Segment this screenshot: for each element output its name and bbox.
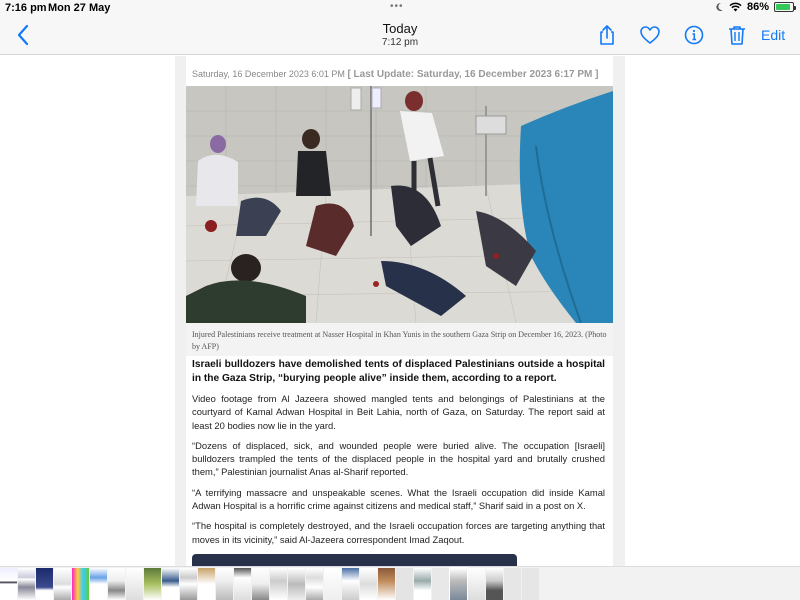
page-subtitle: 7:12 pm — [381, 37, 419, 48]
thumbnail[interactable] — [288, 568, 305, 600]
thumbnail[interactable] — [180, 568, 197, 600]
edit-button[interactable]: Edit — [761, 27, 786, 43]
battery-percent: 86% — [746, 1, 769, 13]
thumbnail[interactable] — [126, 568, 143, 600]
last-update: [ Last Update: Saturday, 16 December 2023 6:17 PM ] — [347, 69, 599, 80]
thumbnail[interactable] — [144, 568, 161, 600]
thumbnail[interactable] — [108, 568, 125, 600]
wifi-icon — [729, 2, 742, 12]
thumbnail[interactable] — [504, 568, 521, 600]
thumbnail[interactable] — [468, 568, 485, 600]
info-icon[interactable] — [682, 23, 706, 47]
thumbnail[interactable] — [72, 568, 89, 600]
thumbnail[interactable] — [18, 568, 35, 600]
status-time: 7:16 pm — [5, 2, 47, 14]
battery-icon — [774, 2, 794, 12]
photo-toolbar — [0, 16, 800, 55]
page-title: Today — [382, 21, 418, 36]
thumbnail[interactable] — [396, 568, 413, 600]
status-date: Mon 27 May — [48, 2, 111, 14]
thumbnail[interactable] — [306, 568, 323, 600]
thumbnail[interactable] — [216, 568, 233, 600]
do-not-disturb-icon — [715, 2, 724, 12]
hospital-scene-illustration — [186, 86, 613, 323]
status-bar — [0, 0, 800, 16]
thumbnail[interactable] — [378, 568, 395, 600]
thumbnail[interactable] — [234, 568, 251, 600]
thumbnail[interactable] — [324, 568, 341, 600]
publish-date: Saturday, 16 December 2023 6:01 PM — [192, 69, 345, 79]
thumbnail[interactable] — [0, 568, 17, 600]
multitasking-dots-icon[interactable]: ••• — [390, 1, 404, 12]
thumbnail-selected[interactable] — [450, 568, 467, 600]
article-body — [192, 358, 605, 553]
article-photo — [186, 86, 613, 323]
thumbnail[interactable] — [522, 568, 539, 600]
thumbnail[interactable] — [414, 568, 431, 600]
thumbnail[interactable] — [486, 568, 503, 600]
thumbnail[interactable] — [360, 568, 377, 600]
article-paragraph: Video footage from Al Jazeera showed mangled tents and belongings of Palestinians at the courtyard of Kamal Adwan Hospital in Beit Lahia, north of Gaza, on Saturday. The report said at least 20 bodies now lie in the yard. — [192, 393, 605, 431]
share-icon[interactable] — [595, 23, 619, 47]
thumbnail[interactable] — [162, 568, 179, 600]
screenshot-article[interactable] — [186, 56, 613, 566]
thumbnail[interactable] — [90, 568, 107, 600]
thumbnail[interactable] — [342, 568, 359, 600]
thumbnail[interactable] — [54, 568, 71, 600]
thumbnail[interactable] — [270, 568, 287, 600]
article-lead: Israeli bulldozers have demolished tents of displaced Palestinians outside a hospital in the Gaza Strip, “burying people alive” inside them, according to a report. — [192, 359, 605, 384]
article-paragraph: “A terrifying massacre and unspeakable scenes. What the Israeli occupation did inside Kamal Adwan Hospital is a horrific crime against citizens and medical staff,” Sharif said in a post on X. — [192, 486, 605, 512]
thumbnail[interactable] — [252, 568, 269, 600]
photo-caption: Injured Palestinians receive treatment at Nasser Hospital in Khan Yunis in the southern Gaza Strip on December 16, 2023. (Photo by AFP) — [186, 323, 613, 356]
embedded-media-preview — [192, 554, 517, 566]
thumbnail-strip[interactable] — [0, 566, 800, 600]
article-dateline — [192, 69, 598, 80]
thumbnail[interactable] — [36, 568, 53, 600]
heart-icon[interactable] — [638, 23, 662, 47]
title-block — [0, 21, 800, 48]
battery-fill — [776, 4, 790, 10]
trash-icon[interactable] — [725, 23, 749, 47]
article-paragraph: “The hospital is completely destroyed, and the Israeli occupation forces are targeting anything that moves in its vicinity,” said Al-Jazeera correspondent Imad Zaqout. — [192, 520, 605, 545]
thumbnail[interactable] — [432, 568, 449, 600]
article-paragraph: “Dozens of displaced, sick, and wounded people were buried alive. The occupation [Israeli] bulldozers trampled the tents of the displaced people in the hospital yard and brutally crushed them,” Palestinian journalist Anas al-Sharif reported. — [192, 439, 605, 478]
thumbnail[interactable] — [198, 568, 215, 600]
status-indicators — [715, 1, 794, 13]
